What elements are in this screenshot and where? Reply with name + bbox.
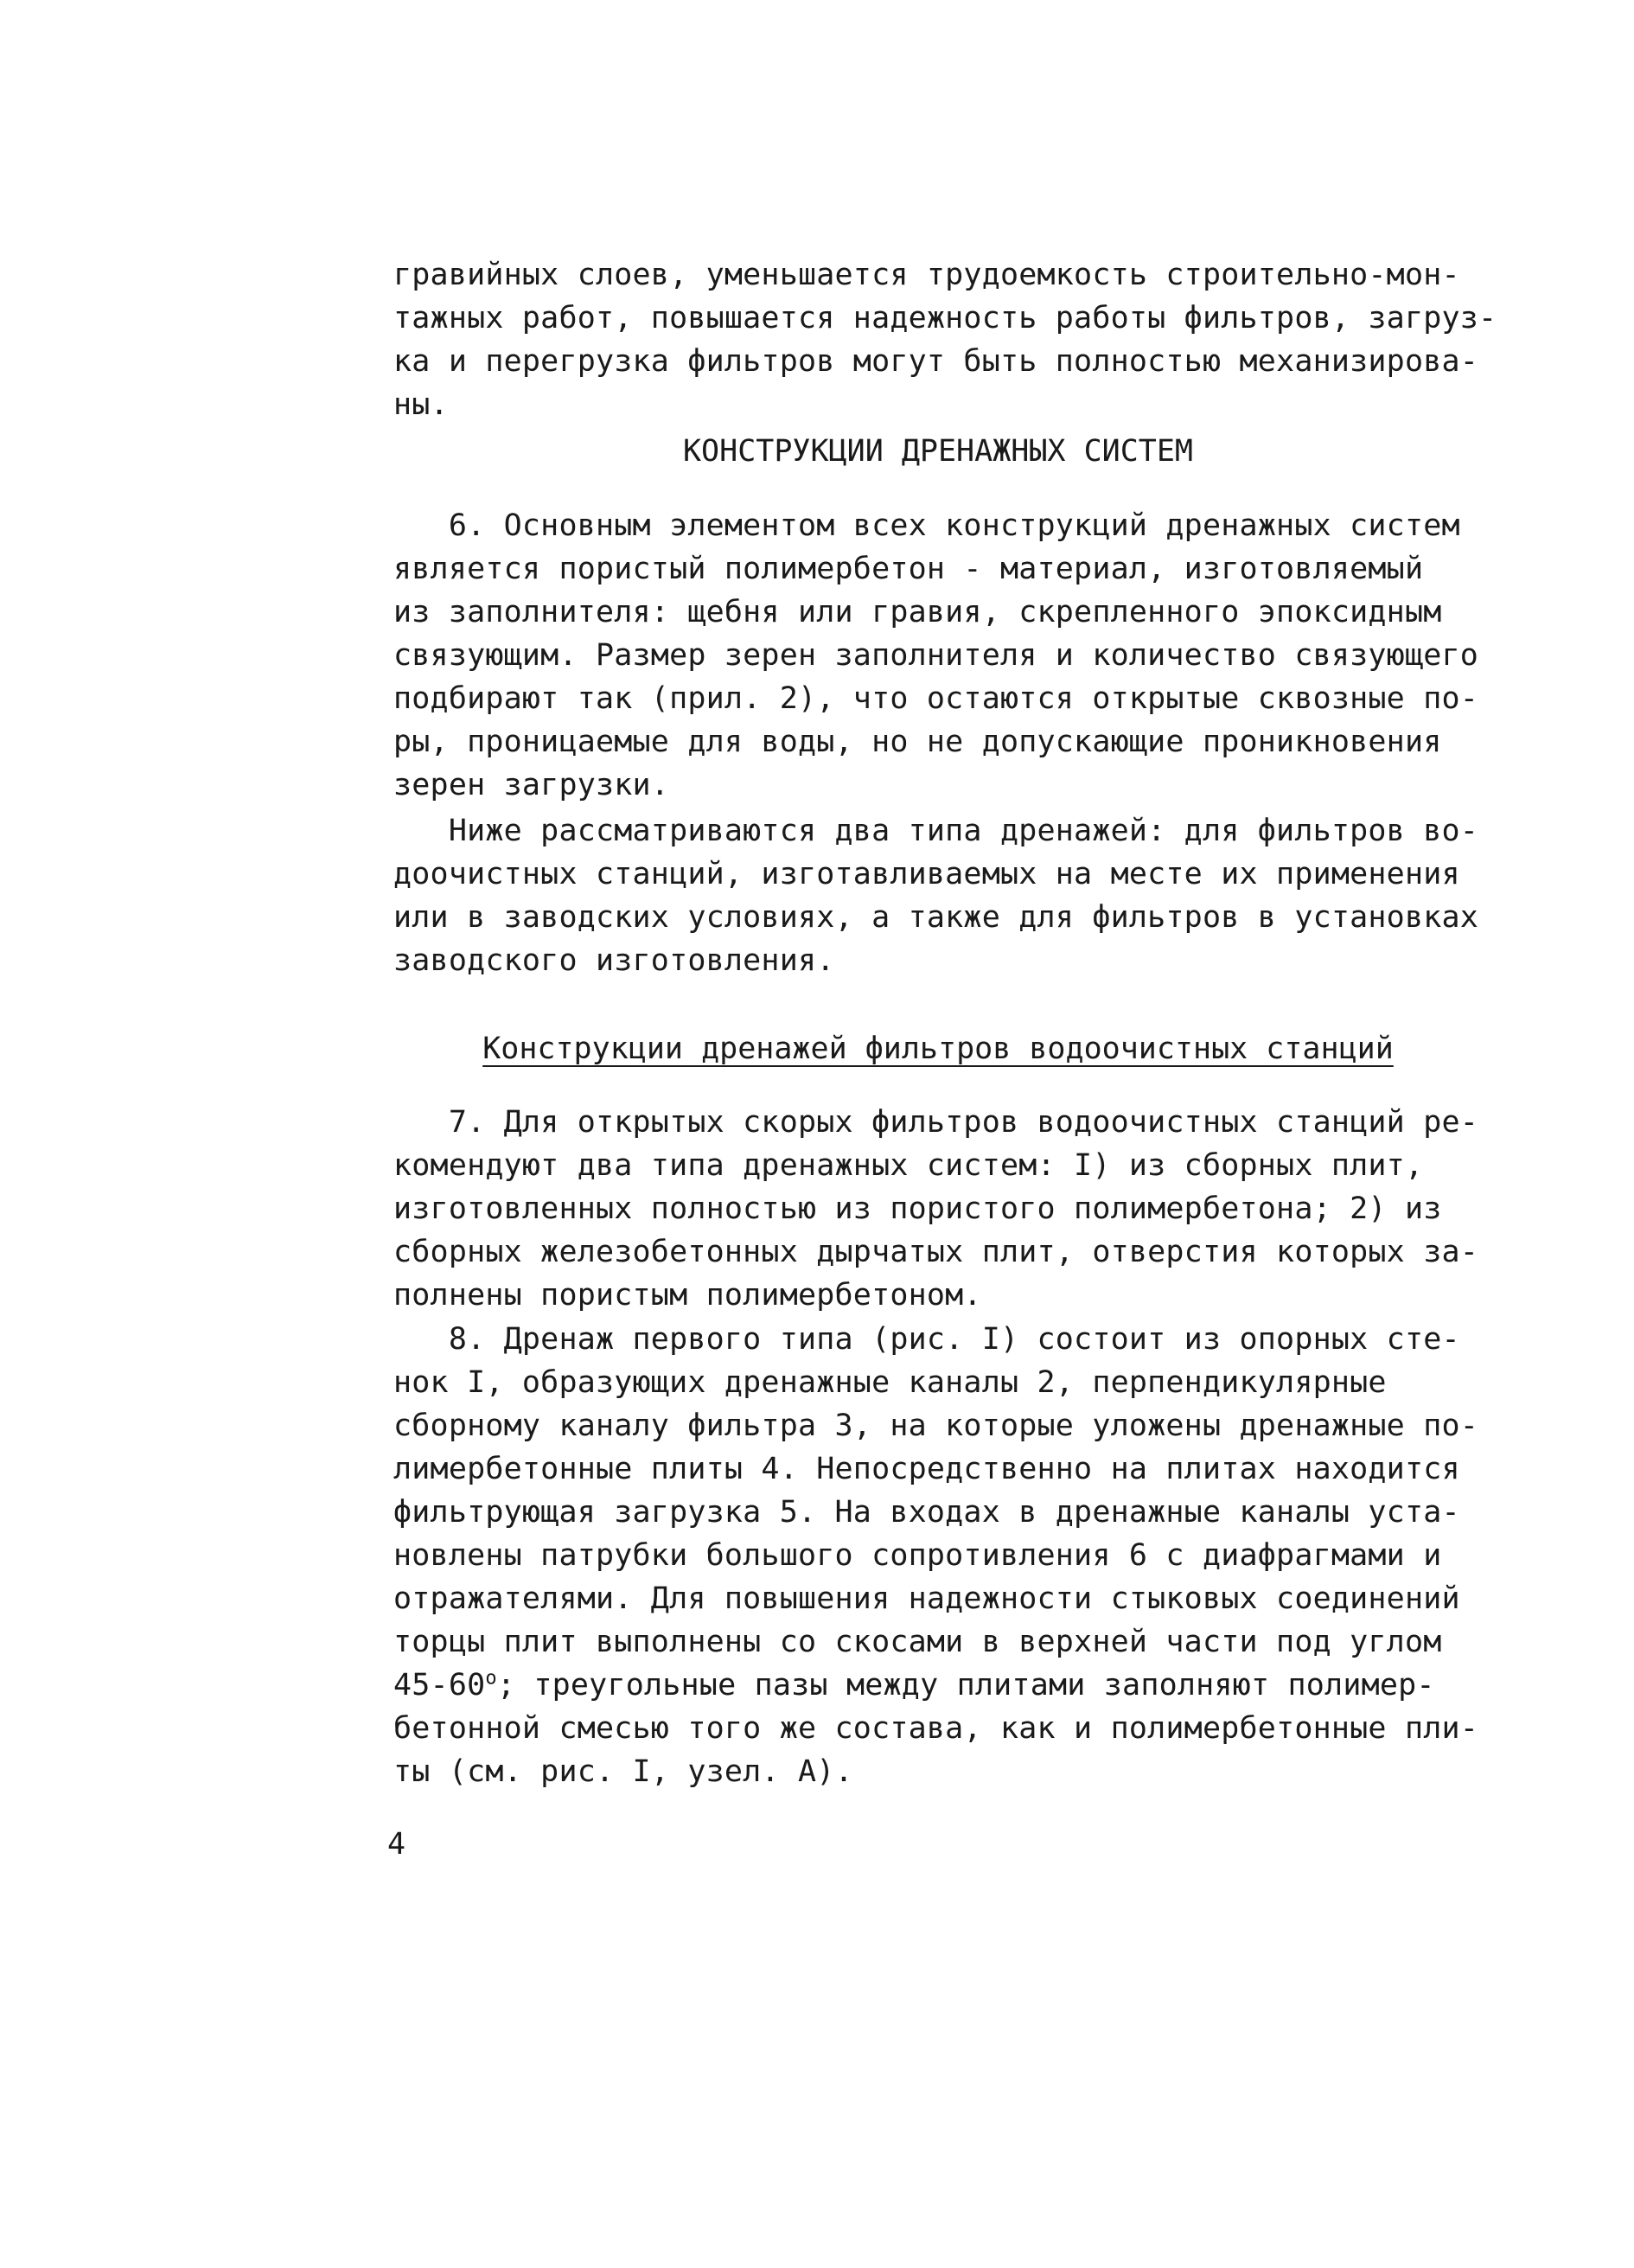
paragraph-drainage-types (393, 809, 1483, 982)
text-line: ры, проницаемые для воды, но не допускающие проникновения (393, 725, 1442, 759)
subsection-heading: Конструкции дренажей фильтров водоочистных станций (482, 1032, 1394, 1066)
angle-value: 45-60 (393, 1668, 486, 1703)
text-line: 8. Дренаж первого типа (рис. I) состоит из опорных сте- (393, 1322, 1460, 1357)
paragraph-8 (393, 1318, 1483, 1793)
text-line-angle (393, 1664, 1483, 1707)
text-line: торцы плит выполнены со скосами в верхней части под углом (393, 1625, 1442, 1659)
text-line: ка и перегрузка фильтров могут быть полностью механизирова- (393, 344, 1479, 379)
page-number: 4 (387, 1827, 406, 1862)
text-line: связующим. Размер зерен заполнителя и количество связующего (393, 638, 1479, 673)
paragraph-7 (393, 1101, 1483, 1317)
text-line: отражателями. Для повышения надежности стыковых соединений (393, 1581, 1460, 1616)
text-line: заводского изготовления. (393, 943, 835, 978)
text-line: из заполнителя: щебня или гравия, скрепленного эпоксидным (393, 595, 1442, 629)
angle-rest-text: ; треугольные пазы между плитами заполняют полимер- (496, 1668, 1435, 1703)
text-line: является пористый полимербетон - материал, изготовляемый (393, 552, 1424, 586)
text-line: бетонной смесью того же состава, как и полимербетонные пли- (393, 1711, 1479, 1746)
text-line: 7. Для открытых скорых фильтров водоочистных станций ре- (393, 1105, 1479, 1140)
text-line: лимербетонные плиты 4. Непосредственно на плитах находится (393, 1452, 1460, 1486)
text-line: тажных работ, повышается надежность работы фильтров, загруз- (393, 301, 1497, 335)
text-line: ты (см. рис. I, узел. А). (393, 1754, 853, 1789)
text-line: новлены патрубки большого сопротивления 6 с диафрагмами и (393, 1538, 1442, 1573)
text-line: или в заводских условиях, а также для фильтров в установках (393, 900, 1479, 935)
text-line: зерен загрузки. (393, 768, 670, 802)
text-line: изготовленных полностью из пористого полимербетона; 2) из (393, 1191, 1442, 1226)
paragraph-6 (393, 504, 1483, 807)
text-line: Ниже рассматриваются два типа дренажей: для фильтров во- (393, 814, 1479, 848)
text-line: доочистных станций, изготавливаемых на месте их применения (393, 857, 1460, 891)
intro-paragraph (393, 253, 1497, 426)
text-line: нок I, образующих дренажные каналы 2, перпендикулярные (393, 1365, 1387, 1400)
text-line: фильтрующая загрузка 5. На входах в дренажные каналы уста- (393, 1495, 1460, 1530)
text-line: полнены пористым полимербетоном. (393, 1278, 982, 1313)
text-line: сборных железобетонных дырчатых плит, отверстия которых за- (393, 1235, 1479, 1269)
text-line: сборному каналу фильтра 3, на которые уложены дренажные по- (393, 1409, 1479, 1443)
text-line: 6. Основным элементом всех конструкций дренажных систем (393, 508, 1460, 543)
text-line: ны. (393, 387, 449, 422)
text-line: подбирают так (прил. 2), что остаются открытые сквозные по- (393, 681, 1479, 716)
degree-mark: o (485, 1667, 497, 1690)
section-heading: КОНСТРУКЦИИ ДРЕНАЖНЫХ СИСТЕМ (682, 434, 1193, 469)
text-line: комендуют два типа дренажных систем: I) из сборных плит, (393, 1148, 1424, 1183)
text-line: гравийных слоев, уменьшается трудоемкость строительно-мон- (393, 258, 1460, 292)
